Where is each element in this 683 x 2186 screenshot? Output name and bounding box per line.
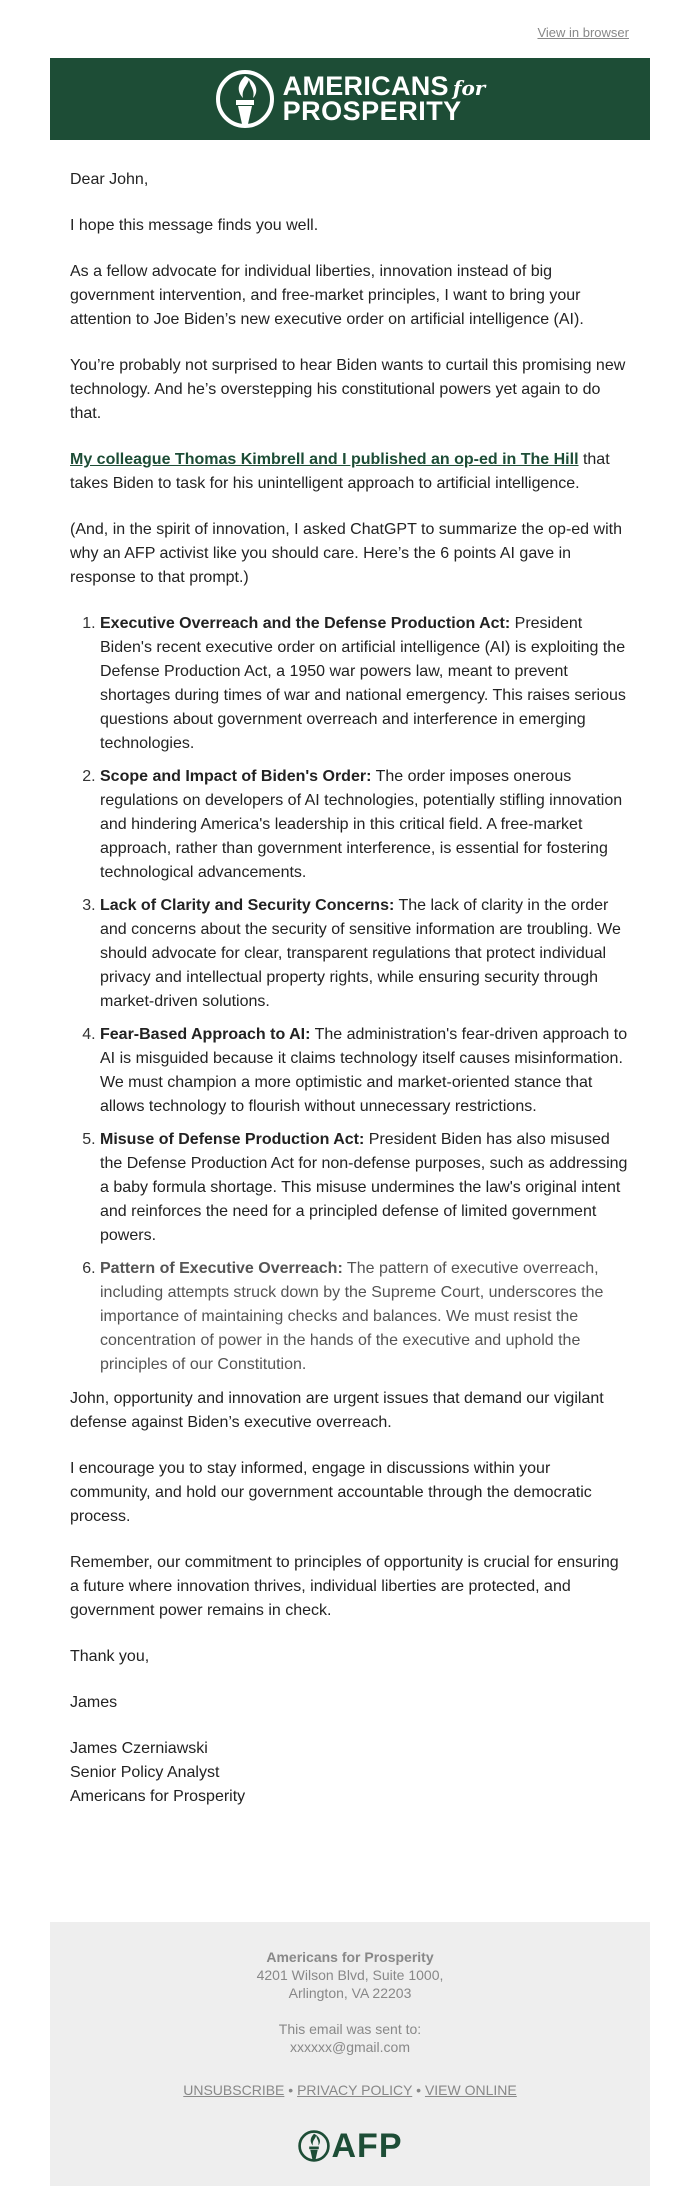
list-item bbox=[100, 894, 630, 1014]
footer bbox=[50, 1922, 650, 2186]
footer-address-1: 4201 Wilson Blvd, Suite 1000, bbox=[256, 1967, 444, 1983]
point-text: The pattern of executive overreach, including attempts struck down by the Supreme Court, underscores the importance of maintaining checks and balances. We must resist the concentration of power in the hands of the executive and uphold the principles of our Constitution. bbox=[100, 1260, 604, 1373]
signature-org: Americans for Prosperity bbox=[70, 1788, 246, 1805]
list-item bbox=[100, 765, 630, 885]
torch-icon bbox=[215, 68, 275, 130]
view-online-link[interactable]: VIEW ONLINE bbox=[424, 2082, 517, 2098]
paragraph-6: John, opportunity and innovation are urgent issues that demand our vigilant defense against Biden’s executive overreach. bbox=[70, 1390, 604, 1431]
footer-email: xxxxxx@gmail.com bbox=[289, 2039, 410, 2055]
op-ed-link[interactable]: My colleague Thomas Kimbrell and I published an op-ed in The Hill bbox=[70, 451, 579, 468]
separator: • bbox=[288, 2082, 294, 2098]
point-text: President Biden's recent executive order on artificial intelligence (AI) is exploiting the Defense Production Act, a 1950 war powers law, meant to prevent shortages during times of war and national emergency. This raises serious questions about government overreach and interference in emerging technologies. bbox=[100, 615, 626, 752]
signature-name: James Czerniawski bbox=[70, 1740, 208, 1757]
point-title: Fear-Based Approach to AI: bbox=[100, 1026, 311, 1043]
sender-first-name: James bbox=[70, 1694, 118, 1711]
footer-logo-text: AFP bbox=[331, 2127, 403, 2165]
footer-address-2: Arlington, VA 22203 bbox=[288, 1985, 412, 2001]
point-text: The administration's fear-driven approach to AI is misguided because it claims technology itself causes misinformation. We must champion a more optimistic and market-oriented stance that allows technology to flourish without unnecessary restrictions. bbox=[100, 1026, 628, 1115]
signature-block bbox=[70, 1737, 630, 1809]
point-text: President Biden has also misused the Defense Production Act for non-defense purposes, such as addressing a baby formula shortage. This misuse undermines the law's original intent and reinforces the need for a principled defense of limited government powers. bbox=[100, 1131, 628, 1244]
footer-org: Americans for Prosperity bbox=[266, 1949, 434, 1965]
point-title: Scope and Impact of Biden's Order: bbox=[100, 768, 372, 785]
logo-wordmark bbox=[282, 71, 486, 126]
list-item bbox=[100, 612, 630, 756]
afp-logo[interactable] bbox=[215, 68, 486, 130]
footer-links bbox=[50, 2081, 650, 2099]
footer-sent-label: This email was sent to: bbox=[278, 2021, 422, 2037]
point-title: Lack of Clarity and Security Concerns: bbox=[100, 897, 395, 914]
logo-americans: AMERICANS bbox=[282, 71, 449, 102]
footer-afp-logo[interactable] bbox=[50, 2129, 650, 2163]
list-item bbox=[100, 1257, 630, 1377]
paragraph-5: (And, in the spirit of innovation, I asked ChatGPT to summarize the op-ed with why an AFP activist like you should care. Here’s the 6 points AI gave in response to that prompt.) bbox=[70, 521, 622, 586]
paragraph-7: I encourage you to stay informed, engage in discussions within your community, and hold our government accountable through the democratic process. bbox=[70, 1460, 592, 1525]
point-title: Executive Overreach and the Defense Production Act: bbox=[100, 615, 511, 632]
point-title: Misuse of Defense Production Act: bbox=[100, 1131, 365, 1148]
logo-for: for bbox=[452, 76, 486, 101]
point-title: Pattern of Executive Overreach: bbox=[100, 1260, 343, 1277]
torch-icon bbox=[298, 2129, 330, 2163]
paragraph-1: I hope this message finds you well. bbox=[70, 217, 319, 234]
unsubscribe-link[interactable]: UNSUBSCRIBE bbox=[183, 2082, 285, 2098]
list-item bbox=[100, 1128, 630, 1248]
paragraph-3: You’re probably not surprised to hear Biden wants to curtail this promising new technology. And he’s overstepping his constitutional powers yet again to do that. bbox=[70, 357, 626, 422]
email-body bbox=[70, 168, 630, 1809]
signature-title: Senior Policy Analyst bbox=[70, 1764, 220, 1781]
closing: Thank you, bbox=[70, 1648, 150, 1665]
paragraph-2: As a fellow advocate for individual liberties, innovation instead of big government intervention, and free-market principles, I want to bring your attention to Joe Biden’s new executive order on artificial intelligence (AI). bbox=[70, 263, 584, 328]
ai-points-list bbox=[70, 612, 630, 1377]
paragraph-4-rest: that takes Biden to task for his unintelligent approach to artificial intelligence. bbox=[70, 451, 610, 492]
logo-prosperity: PROSPERITY bbox=[282, 96, 462, 126]
paragraph-4 bbox=[70, 448, 630, 496]
privacy-policy-link[interactable]: PRIVACY POLICY bbox=[297, 2082, 413, 2098]
header-banner bbox=[50, 58, 650, 140]
view-in-browser-link[interactable]: View in browser bbox=[537, 25, 629, 40]
greeting: Dear John, bbox=[70, 171, 149, 188]
paragraph-8: Remember, our commitment to principles of opportunity is crucial for ensuring a future where innovation thrives, individual liberties are protected, and government power remains in check. bbox=[70, 1554, 619, 1619]
point-text: The lack of clarity in the order and concerns about the security of sensitive information are troubling. We should advocate for clear, transparent regulations that protect individual privacy and intellectual property rights, while ensuring security through market-driven solutions. bbox=[100, 897, 621, 1010]
point-text: The order imposes onerous regulations on developers of AI technologies, potentially stifling innovation and hindering America's leadership in this critical field. A free-market approach, rather than government interference, is essential for fostering technological advancements. bbox=[100, 768, 623, 881]
separator: • bbox=[416, 2082, 422, 2098]
list-item bbox=[100, 1023, 630, 1119]
